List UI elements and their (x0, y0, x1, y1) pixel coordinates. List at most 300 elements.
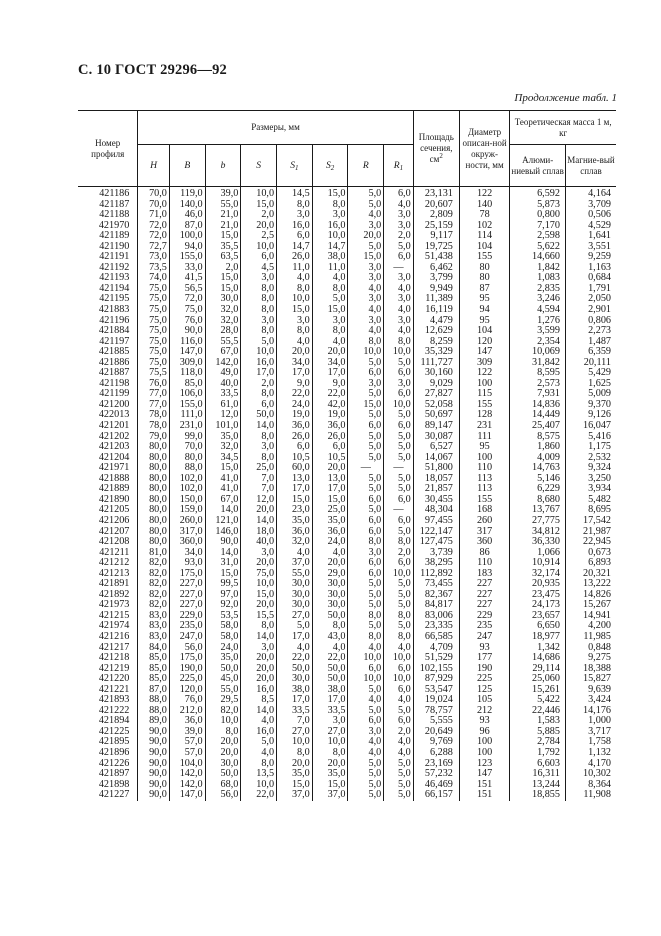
table-cell: 19,0 (277, 410, 313, 421)
table-cell: 4,0 (312, 273, 348, 284)
table-cell: 10,0 (241, 187, 277, 200)
table-cell: 97,0 (205, 590, 241, 601)
table-cell: 57,232 (413, 769, 459, 780)
table-cell: 5,873 (510, 200, 566, 211)
table-cell: 5,622 (510, 242, 566, 253)
table-cell: 4,0 (348, 305, 384, 316)
table-cell: 80,0 (138, 505, 170, 516)
table-cell: 10,914 (510, 558, 566, 569)
table-cell: 5,0 (384, 780, 413, 791)
table-cell: 422013 (78, 410, 138, 421)
table-cell: 4,0 (348, 695, 384, 706)
table-cell: 14,067 (413, 453, 459, 464)
table-cell: 70,0 (138, 187, 170, 200)
table-cell: 20,0 (312, 463, 348, 474)
table-cell: 72,0 (169, 294, 205, 305)
table-cell: 14,826 (565, 590, 616, 601)
table-cell: 2,598 (510, 231, 566, 242)
table-cell: 75,0 (169, 305, 205, 316)
table-cell: 10,0 (384, 569, 413, 580)
table-cell: 89,147 (413, 421, 459, 432)
table-cell: 6,0 (348, 716, 384, 727)
table-cell: 421196 (78, 316, 138, 327)
table-cell: 421896 (78, 748, 138, 759)
table-cell: 102 (459, 221, 509, 232)
table-cell: 17,0 (277, 368, 313, 379)
table-cell: 82,0 (205, 706, 241, 717)
table-cell: 317 (459, 527, 509, 538)
table-cell: 29,114 (510, 664, 566, 675)
table-cell: 5,0 (384, 579, 413, 590)
table-cell: 39,0 (169, 727, 205, 738)
table-cell: 94,0 (169, 242, 205, 253)
table-cell: 14,7 (277, 242, 313, 253)
table-cell: 5,146 (510, 474, 566, 485)
table-cell: 112,892 (413, 569, 459, 580)
table-cell: 95 (459, 442, 509, 453)
table-cell: 8,0 (241, 305, 277, 316)
table-cell: 43,0 (312, 632, 348, 643)
table-cell: 1,000 (565, 716, 616, 727)
table-row (78, 537, 616, 548)
table-cell: 30,0 (277, 600, 313, 611)
table-cell: 6,0 (348, 569, 384, 580)
table-cell: 155,0 (169, 252, 205, 263)
table-cell: 30,0 (205, 759, 241, 770)
table-cell: 45,0 (205, 674, 241, 685)
table-cell: 99,0 (169, 432, 205, 443)
table-cell: 5,0 (312, 294, 348, 305)
table-cell: 110 (459, 558, 509, 569)
table-cell: 3,739 (413, 548, 459, 559)
table-cell: 4,009 (510, 453, 566, 464)
table-cell: 20,0 (241, 653, 277, 664)
table-cell: 12,0 (205, 410, 241, 421)
table-cell: 1,163 (565, 263, 616, 274)
table-cell: 36,330 (510, 537, 566, 548)
table-cell: 30,0 (312, 600, 348, 611)
table-cell: 8,0 (277, 748, 313, 759)
table-cell: 104,0 (169, 759, 205, 770)
table-cell: 1,083 (510, 273, 566, 284)
table-cell: 78 (459, 210, 509, 221)
table-cell: 53,5 (205, 611, 241, 622)
table-cell: 83,0 (138, 611, 170, 622)
table-cell: 10,0 (348, 653, 384, 664)
table-cell: 5,0 (348, 505, 384, 516)
table-cell: 6,0 (277, 231, 313, 242)
table-cell: 13,5 (241, 769, 277, 780)
table-cell: 7,931 (510, 389, 566, 400)
table-cell: 9,370 (565, 400, 616, 411)
table-cell: 13,0 (312, 474, 348, 485)
table-cell: 5,0 (384, 706, 413, 717)
table-cell: 5,0 (348, 780, 384, 791)
table-cell: 168 (459, 505, 509, 516)
table-cell: 5,0 (384, 242, 413, 253)
table-cell: 13,767 (510, 505, 566, 516)
table-cell: 27,0 (277, 611, 313, 622)
table-cell: 6,527 (413, 442, 459, 453)
table-cell: 260 (459, 516, 509, 527)
table-cell: 100,0 (169, 231, 205, 242)
table-cell: 260,0 (169, 516, 205, 527)
table-cell: 86 (459, 548, 509, 559)
table-cell: 95 (459, 294, 509, 305)
table-cell: 10,0 (312, 231, 348, 242)
table-cell: 2,809 (413, 210, 459, 221)
table-cell: 35,0 (312, 769, 348, 780)
table-cell: 2,0 (384, 548, 413, 559)
table-cell: 5,0 (348, 759, 384, 770)
table-cell: 5,0 (241, 737, 277, 748)
table-cell: 30,0 (312, 579, 348, 590)
table-cell: — (384, 463, 413, 474)
table-cell: 18,855 (510, 790, 566, 801)
table-cell: 8,0 (241, 621, 277, 632)
table-cell: 2,273 (565, 326, 616, 337)
table-cell: 50,0 (205, 769, 241, 780)
table-cell: 3,0 (241, 548, 277, 559)
table-cell: 35,5 (205, 242, 241, 253)
table-cell: 38,0 (312, 252, 348, 263)
table-cell: 1,276 (510, 316, 566, 327)
table-cell: 5,0 (348, 790, 384, 801)
table-cell: 24,0 (312, 537, 348, 548)
table-cell: 10,069 (510, 347, 566, 358)
table-cell: 90,0 (138, 769, 170, 780)
table-cell: 25,159 (413, 221, 459, 232)
table-cell: 15,0 (277, 780, 313, 791)
table-cell: 2,5 (241, 231, 277, 242)
table-cell: 87 (459, 284, 509, 295)
table-cell: 1,641 (565, 231, 616, 242)
table-cell: 71,0 (138, 210, 170, 221)
table-cell: 4,0 (384, 737, 413, 748)
table-cell: 8,595 (510, 368, 566, 379)
table-cell: 3,934 (565, 484, 616, 495)
table-cell: 38,295 (413, 558, 459, 569)
table-cell: 8,0 (241, 759, 277, 770)
table-cell: 6,0 (384, 187, 413, 200)
table-cell: 25,060 (510, 674, 566, 685)
table-cell: — (384, 263, 413, 274)
table-cell: 3,0 (312, 316, 348, 327)
table-cell: 80,0 (138, 463, 170, 474)
table-cell: 102,155 (413, 664, 459, 675)
table-cell: 6,0 (348, 558, 384, 569)
table-cell: 101,0 (205, 421, 241, 432)
table-cell: 2,0 (241, 210, 277, 221)
table-cell: 4,200 (565, 621, 616, 632)
table-cell: 19,0 (312, 410, 348, 421)
table-cell: 16,0 (241, 727, 277, 738)
table-cell: 17,0 (312, 695, 348, 706)
table-cell: 77,0 (138, 389, 170, 400)
table-cell: 421197 (78, 337, 138, 348)
table-cell: 72,0 (138, 231, 170, 242)
table-cell: 11,0 (277, 263, 313, 274)
table-cell: 35,0 (277, 516, 313, 527)
table-cell: 122 (459, 368, 509, 379)
table-cell: 4,0 (312, 643, 348, 654)
table-cell: 159,0 (169, 505, 205, 516)
table-cell: 14,0 (241, 421, 277, 432)
table-cell: 56,5 (169, 284, 205, 295)
table-cell: 110 (459, 463, 509, 474)
table-cell: 58,0 (205, 621, 241, 632)
table-cell: 122 (459, 187, 509, 200)
table-cell: 6,0 (348, 527, 384, 538)
table-cell: 421198 (78, 379, 138, 390)
table-cell: 22,0 (241, 790, 277, 801)
table-cell: 30,087 (413, 432, 459, 443)
table-cell: 4,0 (277, 643, 313, 654)
table-cell: 421897 (78, 769, 138, 780)
table-cell: 15,267 (565, 600, 616, 611)
table-cell: 80,0 (138, 442, 170, 453)
table-cell: 3,0 (277, 210, 313, 221)
table-cell: 8,0 (205, 727, 241, 738)
table-cell: 3,799 (413, 273, 459, 284)
table-cell: 5,0 (348, 590, 384, 601)
table-cell: 14,0 (241, 632, 277, 643)
table-cell: 5,0 (384, 790, 413, 801)
table-cell: 80 (459, 263, 509, 274)
table-cell: 10,0 (241, 242, 277, 253)
table-cell: 20,0 (241, 221, 277, 232)
table-cell: 5,0 (384, 358, 413, 369)
table-cell: 66,157 (413, 790, 459, 801)
table-cell: 68,0 (205, 780, 241, 791)
table-cell: 16,119 (413, 305, 459, 316)
table-cell: 125 (459, 685, 509, 696)
table-cell: 102,0 (169, 474, 205, 485)
table-cell: 5,0 (348, 600, 384, 611)
table-cell: 421201 (78, 421, 138, 432)
table-cell: 75,0 (241, 569, 277, 580)
table-cell: 20,0 (277, 759, 313, 770)
table-cell: 18,057 (413, 474, 459, 485)
table-cell: 85,0 (169, 379, 205, 390)
table-cell: 6,592 (510, 187, 566, 200)
table-cell: 75,0 (138, 305, 170, 316)
table-cell: 16,0 (241, 358, 277, 369)
table-cell: 76,0 (169, 695, 205, 706)
table-cell: 19,725 (413, 242, 459, 253)
table-cell: 100 (459, 748, 509, 759)
table-cell: 9,949 (413, 284, 459, 295)
table-cell: 53,547 (413, 685, 459, 696)
table-cell: 105 (459, 695, 509, 706)
table-cell: 421974 (78, 621, 138, 632)
table-cell: 421895 (78, 737, 138, 748)
table-cell: 8,0 (312, 748, 348, 759)
table-cell: 155,0 (169, 400, 205, 411)
table-cell: 121,0 (205, 516, 241, 527)
table-cell: 421194 (78, 284, 138, 295)
table-cell: 20,321 (565, 569, 616, 580)
table-cell: 10,0 (384, 653, 413, 664)
table-cell: 4,0 (384, 643, 413, 654)
profiles-table (78, 110, 616, 801)
table-cell: 4,0 (384, 200, 413, 211)
table-cell: 4,529 (565, 221, 616, 232)
table-cell: 142,0 (205, 358, 241, 369)
table-cell: 3,0 (384, 294, 413, 305)
table-cell: 421195 (78, 294, 138, 305)
table-cell: 5,0 (384, 600, 413, 611)
table-cell: 82,0 (138, 558, 170, 569)
table-cell: 5,0 (384, 590, 413, 601)
table-cell: 22,945 (565, 537, 616, 548)
table-cell: 4,0 (277, 273, 313, 284)
table-cell: 83,0 (138, 632, 170, 643)
table-cell: 3,0 (384, 379, 413, 390)
table-cell: 421222 (78, 706, 138, 717)
table-cell: 6,0 (277, 442, 313, 453)
table-cell: 421213 (78, 569, 138, 580)
table-cell: 84,817 (413, 600, 459, 611)
table-cell: 3,424 (565, 695, 616, 706)
table-cell: 50,0 (312, 674, 348, 685)
table-cell: 4,0 (348, 210, 384, 221)
table-cell: 6,0 (384, 495, 413, 506)
table-cell: 190 (459, 664, 509, 675)
table-cell: 21,987 (565, 527, 616, 538)
table-cell: 4,0 (277, 548, 313, 559)
table-cell: 225 (459, 674, 509, 685)
table-cell: 90,0 (138, 780, 170, 791)
table-cell: 20,0 (312, 558, 348, 569)
table-cell: 30,0 (277, 590, 313, 601)
table-cell: 20,111 (565, 358, 616, 369)
table-cell: 21,0 (205, 210, 241, 221)
table-cell: 227 (459, 579, 509, 590)
table-cell: 40,0 (205, 379, 241, 390)
table-cell: 38,0 (277, 685, 313, 696)
table-cell: 5,0 (348, 579, 384, 590)
table-cell: 67,0 (205, 347, 241, 358)
table-cell: 87,0 (138, 685, 170, 696)
table-cell: 6,893 (565, 558, 616, 569)
table-cell: 88,0 (169, 463, 205, 474)
table-cell: 23,657 (510, 611, 566, 622)
table-cell: 22,0 (277, 389, 313, 400)
table-cell: 147 (459, 769, 509, 780)
table-cell: 27,775 (510, 516, 566, 527)
table-cell: 20,0 (348, 231, 384, 242)
table-cell: 58,0 (205, 632, 241, 643)
table-cell: 421187 (78, 200, 138, 211)
table-cell: 421891 (78, 579, 138, 590)
table-cell: 5,0 (241, 337, 277, 348)
table-cell: 421892 (78, 590, 138, 601)
table-cell: 60,0 (277, 463, 313, 474)
table-cell: 55,0 (205, 200, 241, 211)
table-cell: 10,0 (384, 400, 413, 411)
table-cell: 20,0 (312, 347, 348, 358)
table-cell: 9,275 (565, 653, 616, 664)
table-cell: 80,0 (138, 495, 170, 506)
table-cell: 146,0 (205, 527, 241, 538)
table-cell: 102,0 (169, 484, 205, 495)
table-cell: 9,259 (565, 252, 616, 263)
table-cell: 23,335 (413, 621, 459, 632)
table-cell: 1,860 (510, 442, 566, 453)
table-cell: 96 (459, 727, 509, 738)
table-cell: 3,246 (510, 294, 566, 305)
table-cell: 421898 (78, 780, 138, 791)
table-cell: 90,0 (138, 748, 170, 759)
table-cell: 82,0 (138, 590, 170, 601)
table-cell: 37,0 (312, 790, 348, 801)
table-cell: 100 (459, 737, 509, 748)
table-cell: 90,0 (138, 727, 170, 738)
table-cell: 8,0 (241, 432, 277, 443)
table-cell: 100 (459, 379, 509, 390)
table-cell: 14,5 (277, 187, 313, 200)
table-cell: 5,0 (384, 759, 413, 770)
table-cell: 4,0 (384, 748, 413, 759)
table-cell: 35,0 (277, 769, 313, 780)
table-cell: 41,0 (205, 474, 241, 485)
table-cell: 10,0 (348, 347, 384, 358)
table-cell: 8,0 (312, 200, 348, 211)
table-cell: 111 (459, 432, 509, 443)
table-cell: 5,0 (384, 484, 413, 495)
table-cell: 11,389 (413, 294, 459, 305)
table-cell: 421221 (78, 685, 138, 696)
table-cell: 225,0 (169, 674, 205, 685)
table-cell: 49,0 (205, 368, 241, 379)
table-cell: 7,0 (241, 474, 277, 485)
table-cell: 8,0 (312, 326, 348, 337)
table-cell: 20,0 (241, 600, 277, 611)
table-cell: 4,0 (384, 284, 413, 295)
table-cell: 30,455 (413, 495, 459, 506)
table-cell: 4,0 (384, 305, 413, 316)
table-cell: 30,0 (277, 579, 313, 590)
table-cell: 421973 (78, 600, 138, 611)
table-cell: 421226 (78, 759, 138, 770)
table-cell: 8,0 (384, 632, 413, 643)
table-cell: 8,259 (413, 337, 459, 348)
table-cell: 80 (459, 273, 509, 284)
table-cell: 6,0 (384, 421, 413, 432)
table-cell: 229 (459, 611, 509, 622)
table-cell: 2,835 (510, 284, 566, 295)
table-cell: 22,0 (312, 653, 348, 664)
header-symbol-s: S (241, 145, 277, 187)
table-cell: 6,0 (348, 368, 384, 379)
table-cell: 111,727 (413, 358, 459, 369)
table-cell: 1,583 (510, 716, 566, 727)
table-cell: 12,0 (241, 495, 277, 506)
table-cell: 421189 (78, 231, 138, 242)
table-cell: 6,0 (384, 252, 413, 263)
header-symbol-s2: $S_2$ (312, 145, 348, 187)
table-cell: 120,0 (169, 685, 205, 696)
table-cell: 15,0 (205, 284, 241, 295)
table-cell: 421204 (78, 453, 138, 464)
table-cell: 5,0 (384, 527, 413, 538)
table-cell: 15,0 (205, 569, 241, 580)
table-cell: 78,757 (413, 706, 459, 717)
table-cell: 99,5 (205, 579, 241, 590)
table-cell: 70,0 (169, 442, 205, 453)
table-cell: 51,529 (413, 653, 459, 664)
